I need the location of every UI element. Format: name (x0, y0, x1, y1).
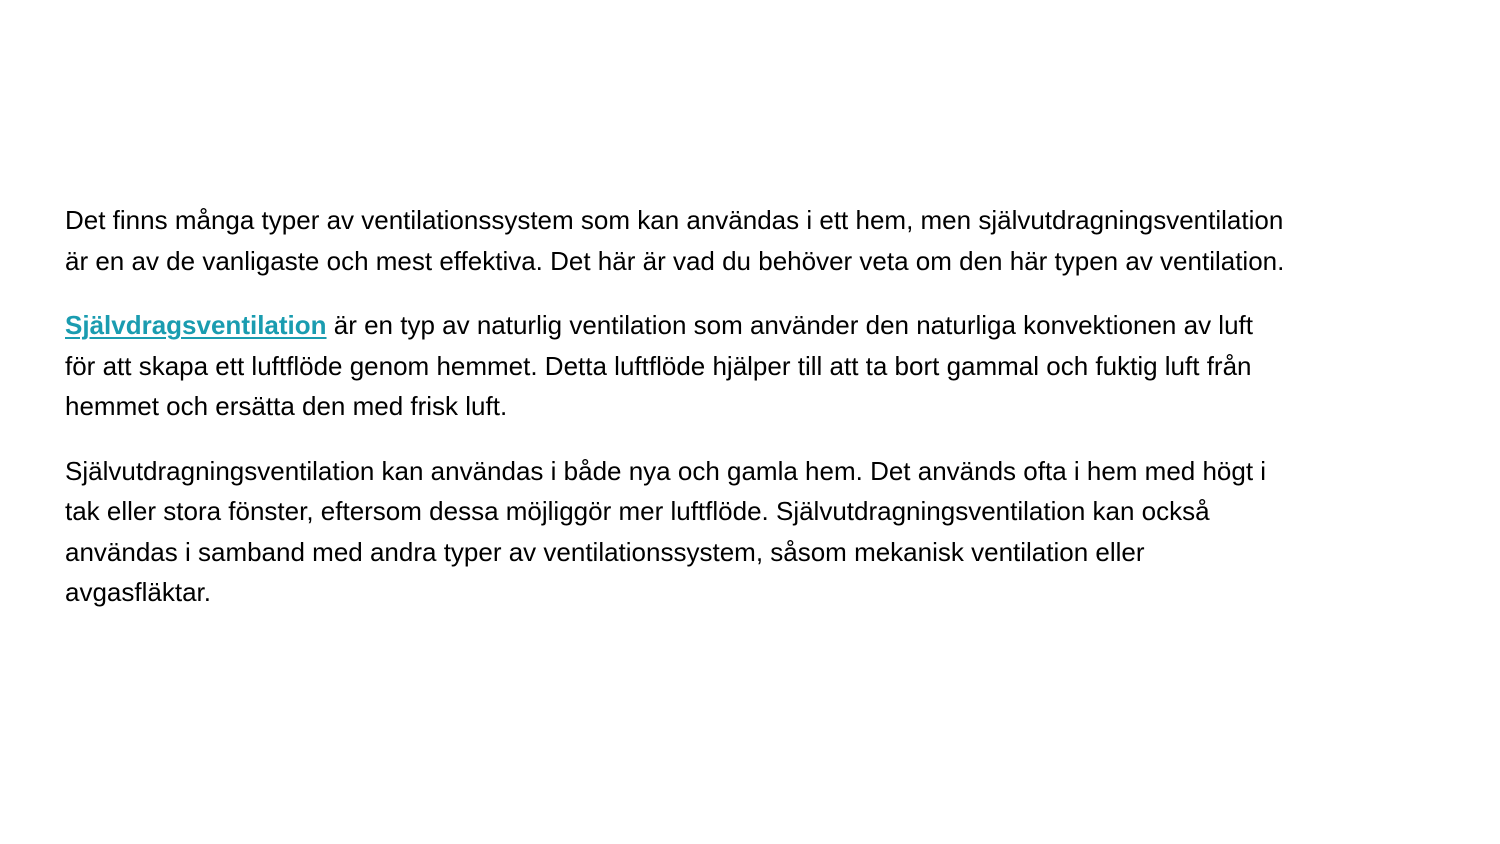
paragraph-usage: Självutdragningsventilation kan användas i både nya och gamla hem. Det används ofta i hem med högt i tak eller stora fönster, eftersom dessa möjliggör mer luftflöde. Självutdragningsventilation kan också användas i samband med andra typer av ventilationssystem, såsom mekanisk ventilation eller avgasfläktar. (65, 455, 1267, 607)
paragraph-intro: Det finns många typer av ventilationssystem som kan användas i ett hem, men självutdragningsventilation är en av de vanligaste och mest effektiva. Det här är vad du behöver veta om den här typen av ventilation. (65, 205, 1285, 276)
paragraph-natural-ventilation-text: är en typ av naturlig ventilation som använder den naturliga konvektionen av luft för att skapa ett luftflöde genom hemmet. Detta luftflöde hjälper till att ta bort gammal och fuktig luft från hemmet och ersätta den med frisk luft. (65, 310, 1253, 421)
sjalvdragsventilation-link[interactable]: Självdragsventilation (65, 310, 327, 340)
paragraph-natural-ventilation (65, 305, 1445, 427)
document-body (65, 200, 1445, 637)
